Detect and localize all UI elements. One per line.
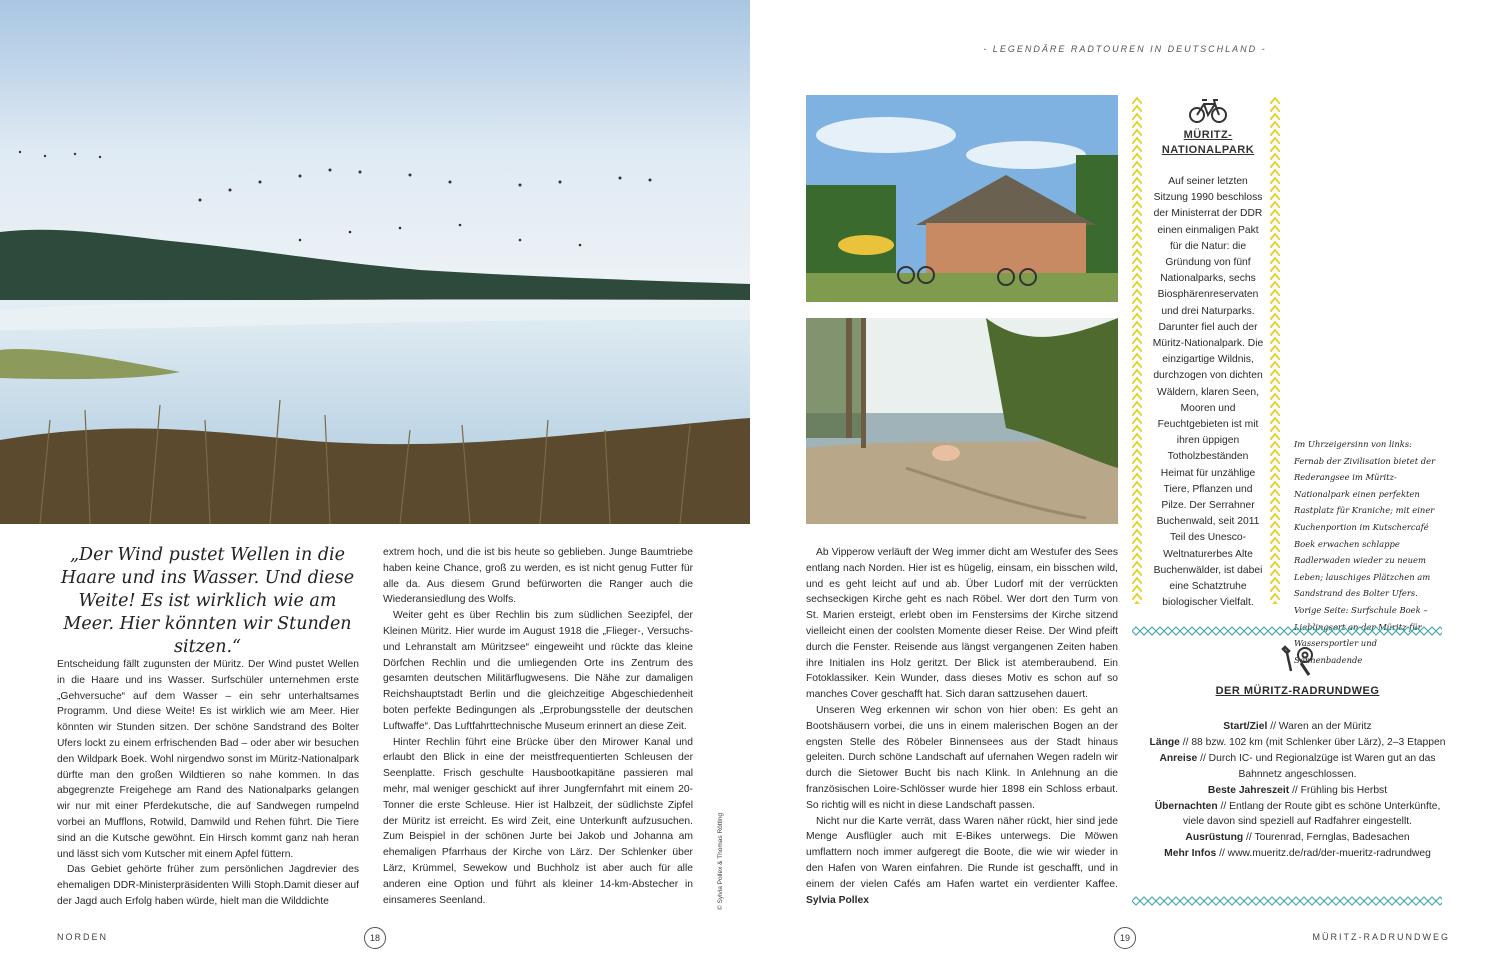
fact-item (1145, 719, 1450, 735)
fact-label: Übernachten (1154, 800, 1218, 812)
paragraph: Hinter Rechlin führt eine Brücke über den Mirower Kanal und erlaubt den Blick in eine der meistfrequentierten Schleusen der Seenplatte. Frisch geschulte Hausbootkapitäne passieren mal mehr, mal weniger geschickt auf ihrer Jungfernfahrt mit einem 20-Tonner die erste Schleuse. Hier ist Halbzeit, der südlichste Zipfel der Müritz ist erreicht. Es wird Zeit, eine Unterkunft aufzusuchen. Zum Beispiel in der schönen Jurte bei Jakob und Johanna am ehemaligen Pfarrhaus der Kirche von Lärz. Der Schlenker über Lärz, Krümmel, Sewekow und Buchholz ist aber auch für alle anderen eine Option und führt als kleiner 14-km-Abstecher in einsameres Seenland. (383, 736, 693, 906)
page-number-right: 19 (1114, 927, 1136, 949)
paragraph-text: Nicht nur die Karte verrät, dass Waren näher rückt, hier sind jede Menge Ausflügler auch mit E-Bikes unterwegs. Die Möwen umflattern noch immer aufgeregt die Boote, die wie wir wieder in den Hafen von Waren einfahren. Die Runde ist geschafft, und in einem der vielen Cafés am Hafen wartet ein verdienter Kaffee. (806, 815, 1118, 890)
fact-item (1145, 735, 1450, 751)
fact-value: // Entlang der Route gibt es schöne Unterkünfte, viele davon sind speziell auf Radfahrer eingestellt. (1183, 800, 1441, 828)
fact-label: Start/Ziel (1223, 721, 1268, 732)
fact-label: Anreise (1159, 752, 1198, 764)
sidebar-nationalpark (1148, 96, 1268, 611)
fact-item (1145, 846, 1450, 862)
paragraph: Ab Vipperow verläuft der Weg immer dicht am Westufer des Sees entlang nach Norden. Hier ist es hügelig, einsam, ein bisschen wild, und es geht leicht auf und ab. Über Ludorf mit der verrückten sechseckigen Kirche geht es nach Röbel. Wer dort den Turm von St. Marien ersteigt, erlebt oben im Fenstersims der Kirche sitzend vielleicht einen der coolsten Momente dieser Reise. Der Wind pfeift durch die Fenster. Reisende aus längst vergangenen Zeiten haben ihre Initialen ins Holz geritzt. Der Blick ist atemberaubend. Ein Fotoklassiker. Kein Wunder, dass dieses Motiv es schon auf so manches Cover geschafft hat. Sich daran sattzusehen dauert. (806, 547, 1118, 701)
page-number-left: 18 (364, 927, 386, 949)
pull-quote: „Der Wind pustet Wellen in die Haare und ins Wasser. Und diese Weite! Es ist wirklich wie am Meer. Hier könnten wir Stunden sitzen.“ (60, 545, 355, 657)
paragraph: extrem hoch, und die ist bis heute so geblieben. Junge Baumtriebe haben keine Chance, groß zu werden, es ist nicht genug Futter für alle da. Aus diesem Grund befürworten die Ranger auch die Wiederansiedlung des Wolfs. (383, 547, 693, 606)
divider-bottom (1132, 893, 1442, 903)
fact-value: // Durch IC- und Regionalzüge ist Waren gut an das Bahnnetz angeschlossen. (1197, 752, 1436, 780)
article-column-3 (806, 545, 1118, 908)
article-column-2 (383, 545, 693, 908)
facts-list (1145, 719, 1450, 862)
beach-photo (806, 318, 1118, 524)
bicycle-icon (1188, 96, 1228, 124)
paragraph: Das Gebiet gehörte früher zum persönlichen Jagdrevier des ehemaligen DDR-Ministerpräsidenten Willi Stoph.Damit dieser auf der Jagd auch Erfolg haben würde, hielt man die Wilddichte (57, 864, 359, 907)
author-name: Sylvia Pollex (806, 894, 869, 906)
paragraph: Weiter geht es über Rechlin bis zum südlichen Seezipfel, der Kleinen Müritz. Hier wurde im August 1918 die „Flieger-, Versuchs- und Lehranstalt am Müritzsee“ eingeweiht und rückte das kleine Dörfchen Rechlin und die umliegenden Orte ins Zentrum des gesamten deutschen Militärflugwesens. Die Nähe zur damaligen Reichshauptstadt Berlin und die gleichzeitige Abgeschiedenheit boten perfekte Bedingungen als „Erprobungsstelle der deutschen Luftwaffe“. Das Luftfahrttechnische Museum erinnert an diese Zeit. (383, 610, 693, 732)
divider-top (1132, 623, 1442, 633)
facts-title: DER MÜRITZ-RADRUNDWEG (1215, 685, 1380, 697)
cafe-photo (806, 95, 1118, 302)
paragraph: Entscheidung fällt zugunsten der Müritz. Der Wind pustet Wellen in die Haare und ins Wasser. Surfschüler unternehmen erste „Gehversuche“ auf dem Wasser – ein sehr unterhaltsames Programm. Und diese Weite! Es ist wirklich wie am Meer. Hier könnten wir Stunden sitzen. Der schöne Sandstrand des Bolter Ufers lockt zu einem erfrischenden Bad – oder aber wir besuchen den Wildpark Boek. Wohl nirgendwo sonst im Müritz-Nationalpark dürfte man den großen Wildtieren so nahe kommen. In das abgegrenzte Freigehege am Rand des Nationalparks gelangen wir nur mit einer Pferdekutsche, die auf Sandwegen rumpelnd vorbei an Mufflons, Rotwild, Damwild und Rehen führt. Die Tiere sind an die Kutsche gewöhnt. Ein Hirsch kommt ganz nah heran und lässt sich vom Kutscher mit einem Apfel füttern. (57, 659, 359, 860)
fact-label: Länge (1149, 736, 1180, 748)
paragraph: Unseren Weg erkennen wir schon von hier oben: Es geht an Bootshäusern vorbei, die uns in einem malerischen Bogen an der engsten Stelle des Röbeler Binnensees aus der Stadt hinaus geleiten. Durch schöne Landschaft auf ufernahen Wegen radeln wir durch die Sietower Bucht bis nach Klink. In Anlehnung an die französischen Loire-Schlösser wurde hier 1898 ein Schloss erbaut. So richtig will es nicht in diese Landschaft passen. (806, 704, 1118, 811)
photo-credit (712, 812, 725, 911)
running-header: - LEGENDÄRE RADTOUREN IN DEUTSCHLAND - (983, 44, 1267, 54)
fact-label: Beste Jahreszeit (1207, 784, 1290, 796)
photo-credit-text: © Sylvia Pollex & Thomas Rötting (717, 812, 725, 911)
sidebar-stripe-right (1270, 96, 1280, 604)
fact-label: Mehr Infos (1164, 848, 1217, 860)
fact-item (1145, 830, 1450, 846)
fact-item (1145, 783, 1450, 799)
route-facts (1145, 643, 1450, 862)
photo-caption: Im Uhrzeigersinn von links: Fernab der Zivilisation bietet der Rederangsee im Müritz-Nationalpark einen perfekten Rastplatz für Kraniche; mit einer Kuchenportion im Kutschercafé Boek erwachen schlappe Radlerwaden wieder zu neuem Leben; lauschiges Plätzchen am Sandstrand des Bolter Ufers. Vorige Seite: Surfschule Boek – Wassersportler und Sonnenbadende (1294, 439, 1436, 665)
fact-value: // Tourenrad, Fernglas, Badesachen (1243, 832, 1410, 844)
fact-value: // 88 bzw. 102 km (mit Schlenker über Lärz), 2–3 Etappen (1179, 736, 1446, 748)
footer-section-left: NORDEN (57, 932, 109, 942)
sidebar-title-line: MÜRITZ- (1183, 129, 1233, 141)
fact-item (1145, 799, 1450, 831)
fact-item (1145, 751, 1450, 783)
sidebar-title-line: NATIONALPARK (1161, 144, 1255, 156)
sidebar-title (1148, 128, 1268, 158)
hero-photo-lake (0, 0, 750, 524)
footer-section-right: MÜRITZ-RADRUNDWEG (1312, 932, 1450, 942)
fact-value: // Frühling bis Herbst (1289, 784, 1388, 796)
sidebar-body: Auf seiner letzten Sitzung 1990 beschloss der Ministerrat der DDR einen einmaligen Pakt für die Natur: die Gründung von fünf Nationalparks, sechs Biosphärenreservaten und drei Naturparks. Darunter fiel auch der Müritz-Nationalpark. Die einzigartige Wildnis, durchzogen von dichten Wäldern, klaren Seen, Mooren und Feuchtgebieten ist mit ihren üppigen Totholzbeständen Heimat für unzählige Tiere, Pflanzen und Pilze. Der Serrahner Buchenwald, seit 2011 Teil des Unesco-Weltnaturerbes Alte Buchenwälder, ist dabei eine Schatztruhe biologischer Vielfalt. (1152, 176, 1264, 609)
paragraph (806, 814, 1118, 909)
fact-value: // Waren an der Müritz (1267, 721, 1372, 732)
fact-label: Ausrüstung (1185, 832, 1244, 844)
sidebar-stripe-left (1132, 96, 1142, 604)
fact-value: // www.mueritz.de/rad/der-mueritz-radrundweg (1216, 848, 1431, 860)
article-column-1 (57, 657, 359, 910)
tools-icon (1279, 643, 1317, 679)
